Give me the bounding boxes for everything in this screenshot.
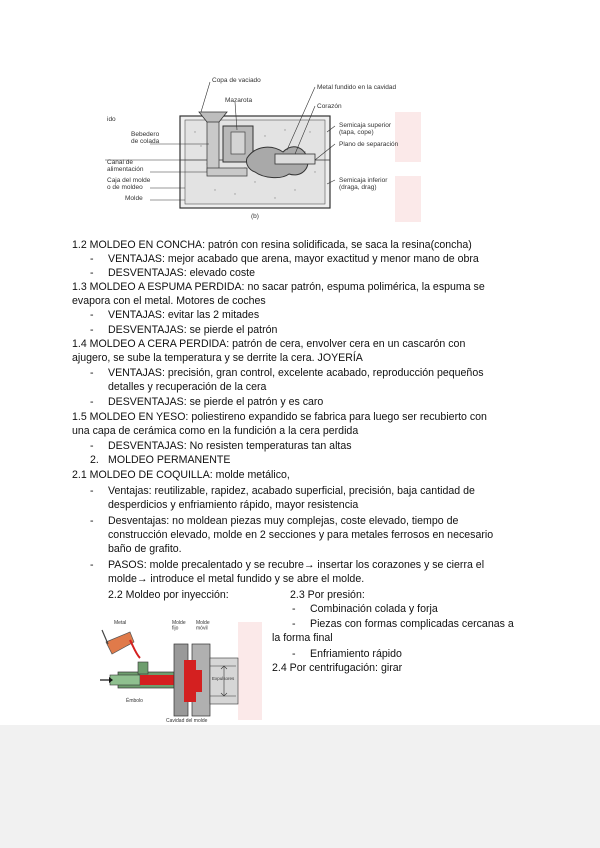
list-item: Enfriamiento rápido — [310, 648, 402, 660]
list-dash: - — [90, 515, 94, 527]
list-item-continued: desperdicios y enfriamiento rápido, mayor resistencia — [108, 499, 359, 511]
label-caja — [107, 177, 151, 191]
sand-mold-diagram — [105, 72, 435, 222]
list-dash: - — [90, 267, 94, 279]
label-corazon: Corazón — [317, 103, 342, 110]
injection-molding-diagram — [100, 614, 250, 724]
list-item-continued: la forma final — [272, 632, 333, 644]
label-line: (draga, drag) — [339, 184, 377, 192]
paragraph-line: evapora con el metal. Motores de coches — [72, 295, 266, 307]
list-dash: - — [90, 253, 94, 265]
plunger — [110, 675, 140, 685]
label-ido: ido — [107, 116, 116, 123]
label-line: o de moldeo — [107, 184, 143, 192]
label-movil — [196, 620, 210, 632]
ladle — [106, 632, 134, 654]
heading-1-3: 1.3 MOLDEO A ESPUMA PERDIDA: no sacar patrón, espuma polimérica, la espuma se — [72, 281, 485, 293]
label-line: Semicaja superior — [339, 122, 392, 129]
list-item: VENTAJAS: evitar las 2 mitades — [108, 309, 260, 321]
list-dash: - — [292, 648, 296, 660]
heading-1-4: 1.4 MOLDEO A CERA PERDIDA: patrón de cera, envolver cera en un cascarón con — [72, 338, 466, 350]
list-item: DESVENTAJAS: se pierde el patrón y es caro — [108, 396, 324, 408]
label-line: Molde — [172, 620, 186, 626]
label-embolo: Émbolo — [126, 698, 143, 704]
list-item-continued: detalles y recuperación de la cera — [108, 381, 267, 393]
list-item: PASOS: molde precalentado y se recubre→ insertar los corazones y se cierra el — [108, 559, 485, 571]
list-dash: - — [90, 396, 94, 408]
list-item: Combinación colada y forja — [310, 603, 438, 615]
list-item-continued: baño de grafito. — [108, 543, 182, 555]
label-bebedero-line: Bebedero — [131, 131, 160, 138]
paragraph-line: una capa de cerámica como en la fundición a la cera perdida — [72, 425, 359, 437]
label-separacion: Plano de separación — [339, 141, 399, 148]
list-dash: - — [90, 367, 94, 379]
list-dash: - — [90, 559, 94, 571]
section-number: 2. — [90, 454, 99, 466]
list-dash: - — [292, 618, 296, 630]
list-item: DESVENTAJAS: se pierde el patrón — [108, 324, 278, 336]
heading-1-2: 1.2 MOLDEO EN CONCHA: patrón con resina solidificada, se saca la resina(concha) — [72, 239, 472, 251]
list-item: VENTAJAS: mejor acabado que arena, mayor exactitud y menor mano de obra — [108, 253, 479, 265]
core — [275, 154, 315, 164]
label-line: Semicaja inferior — [339, 177, 388, 184]
heading-2-4: 2.4 Por centrifugación: girar — [272, 662, 403, 674]
list-item-continued: molde→ introduce el metal fundido y se abre el molde. — [108, 573, 365, 585]
label-line: Caja del molde — [107, 177, 151, 184]
heading-2-2: 2.2 Moldeo por inyección: — [108, 589, 229, 601]
label-canal — [107, 159, 144, 173]
list-dash: - — [292, 603, 296, 615]
list-item: Desventajas: no moldean piezas muy complejas, coste elevado, tiempo de — [108, 515, 459, 527]
heading-1-5: 1.5 MOLDEO EN YESO: poliestireno expandido se fabrica para luego ser recubierto con — [72, 411, 487, 423]
label-cavidad: Cavidad del molde — [166, 718, 208, 724]
list-dash: - — [90, 324, 94, 336]
list-item: Piezas con formas complicadas cercanas a — [310, 618, 514, 630]
label-metal: Metal fundido en la cavidad — [317, 84, 397, 91]
runner — [207, 168, 247, 176]
label-inferior — [339, 177, 388, 191]
label-line: móvil — [196, 625, 208, 632]
label-line: (tapa, cope) — [339, 129, 374, 137]
list-dash: - — [90, 485, 94, 497]
label-molde: Molde — [125, 195, 143, 202]
label-line: Molde — [196, 620, 210, 626]
label-bebedero — [131, 131, 161, 145]
label-line: alimentación — [107, 166, 144, 174]
list-item: Ventajas: reutilizable, rapidez, acabado superficial, precisión, baja cantidad de — [108, 485, 475, 497]
label-fijo — [172, 620, 186, 632]
heading-2-1: 2.1 MOLDEO DE COQUILLA: molde metálico, — [72, 469, 290, 481]
label-copa: Copa de vaciado — [212, 77, 261, 84]
heading-2-3: 2.3 Por presión: — [290, 589, 365, 601]
label-expulsores: Expulsores — [212, 676, 235, 681]
list-item: DESVENTAJAS: No resisten temperaturas tan altas — [108, 440, 352, 452]
sprue — [207, 120, 219, 172]
pour-hole — [138, 662, 148, 674]
list-dash: - — [90, 440, 94, 452]
label-mazarota: Mazarota — [225, 97, 253, 104]
label-line: fijo — [172, 625, 179, 632]
label-superior — [339, 122, 392, 136]
label-metal: Metal — [114, 620, 127, 626]
label-line: Canal de — [107, 159, 134, 166]
list-item: DESVENTAJAS: elevado coste — [108, 267, 256, 279]
paragraph-line: ajugero, se sube la temperatura y se derrite la cera. JOYERÍA — [72, 352, 363, 364]
label-line: de colada — [131, 138, 160, 146]
list-item: VENTAJAS: precisión, gran control, excelente acabado, reproducción pequeños — [108, 367, 484, 379]
section-heading: MOLDEO PERMANENTE — [108, 454, 231, 466]
list-dash: - — [90, 309, 94, 321]
list-item-continued: construcción elevado, molde en 2 secciones y para metales ferrosos en necesario — [108, 529, 494, 541]
label-b: (b) — [251, 213, 259, 220]
